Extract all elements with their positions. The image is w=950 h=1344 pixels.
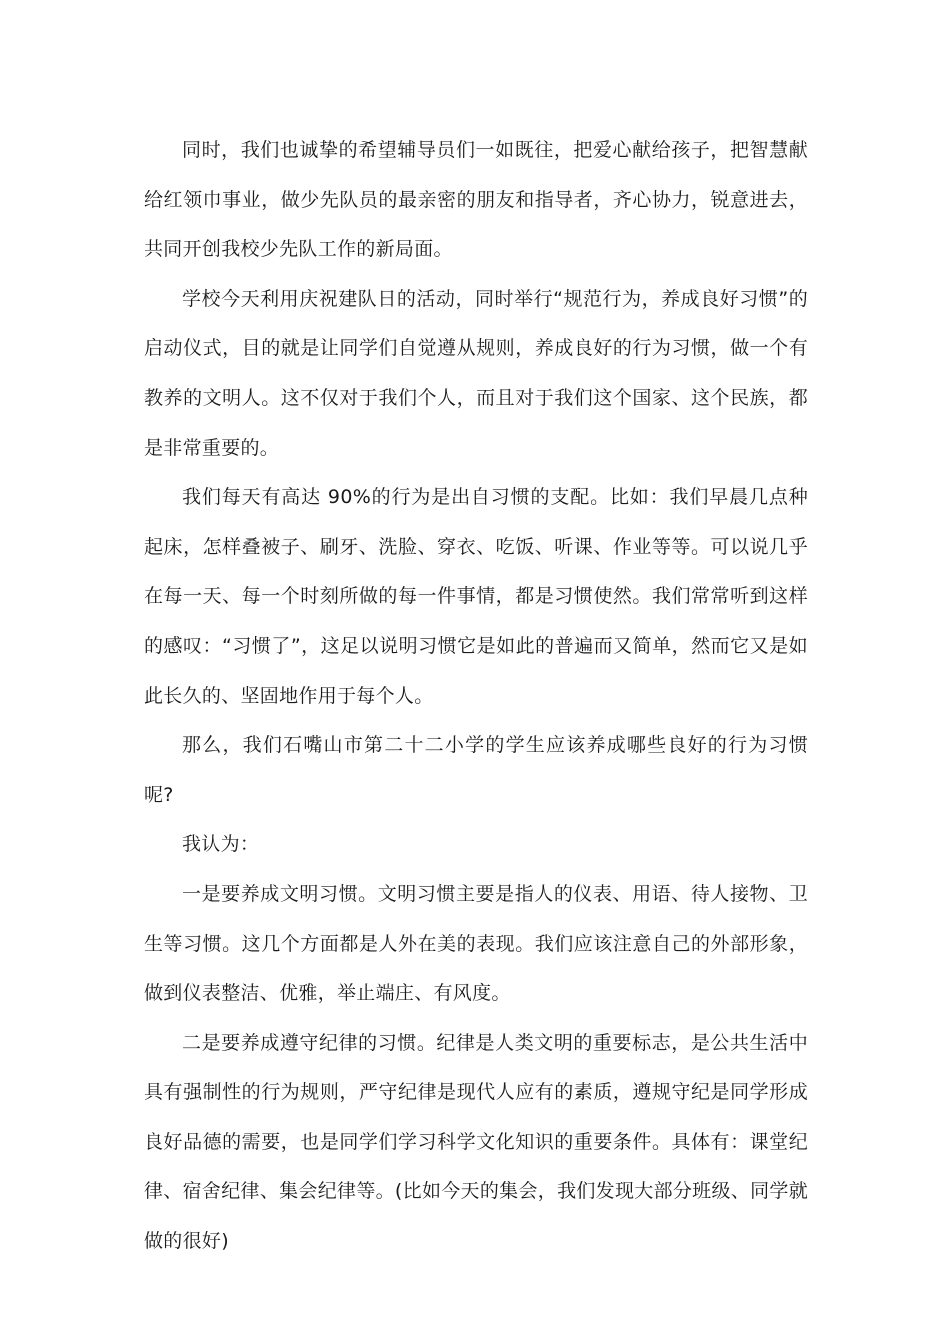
paragraph-4: 那么，我们石嘴山市第二十二小学的学生应该养成哪些良好的行为习惯呢? xyxy=(144,734,808,806)
document-body xyxy=(144,126,808,1267)
paragraph-1: 同时，我们也诚挚的希望辅导员们一如既往，把爱心献给孩子，把智慧献给红领巾事业，做少先队员的最亲密的朋友和指导者，齐心协力，锐意进去，共同开创我校少先队工作的新局面。 xyxy=(144,139,808,261)
paragraph-6: 一是要养成文明习惯。文明习惯主要是指人的仪表、用语、待人接物、卫生等习惯。这几个方面都是人外在美的表现。我们应该注意自己的外部形象，做到仪表整洁、优雅，举止端庄、有风度。 xyxy=(144,882,808,1005)
paragraph-7: 二是要养成遵守纪律的习惯。纪律是人类文明的重要标志，是公共生活中具有强制性的行为规则，严守纪律是现代人应有的素质，遵规守纪是同学形成良好品德的需要，也是同学们学习科学文化知识的重要条件。具体有：课堂纪律、宿舍纪律、集会纪律等。(比如今天的集会，我们发现大部分班级、同学就做的很好) xyxy=(144,1031,808,1253)
paragraph-5: 我认为： xyxy=(182,833,260,856)
paragraph-3: 我们每天有高达 90%的行为是出自习惯的支配。比如：我们早晨几点种起床，怎样叠被子、刷牙、洗脸、穿衣、吃饭、听课、作业等等。可以说几乎在每一天、每一个时刻所做的每一件事情，都是习惯使然。我们常常听到这样的感叹：“习惯了”，这足以说明习惯它是如此的普遍而又简单，然而它又是如此长久的、坚固地作用于每个人。 xyxy=(144,486,808,707)
paragraph-2: 学校今天利用庆祝建队日的活动，同时举行“规范行为，养成良好习惯”的启动仪式，目的就是让同学们自觉遵从规则，养成良好的行为习惯，做一个有教养的文明人。这不仅对于我们个人，而且对于我们这个国家、这个民族，都是非常重要的。 xyxy=(144,287,808,459)
